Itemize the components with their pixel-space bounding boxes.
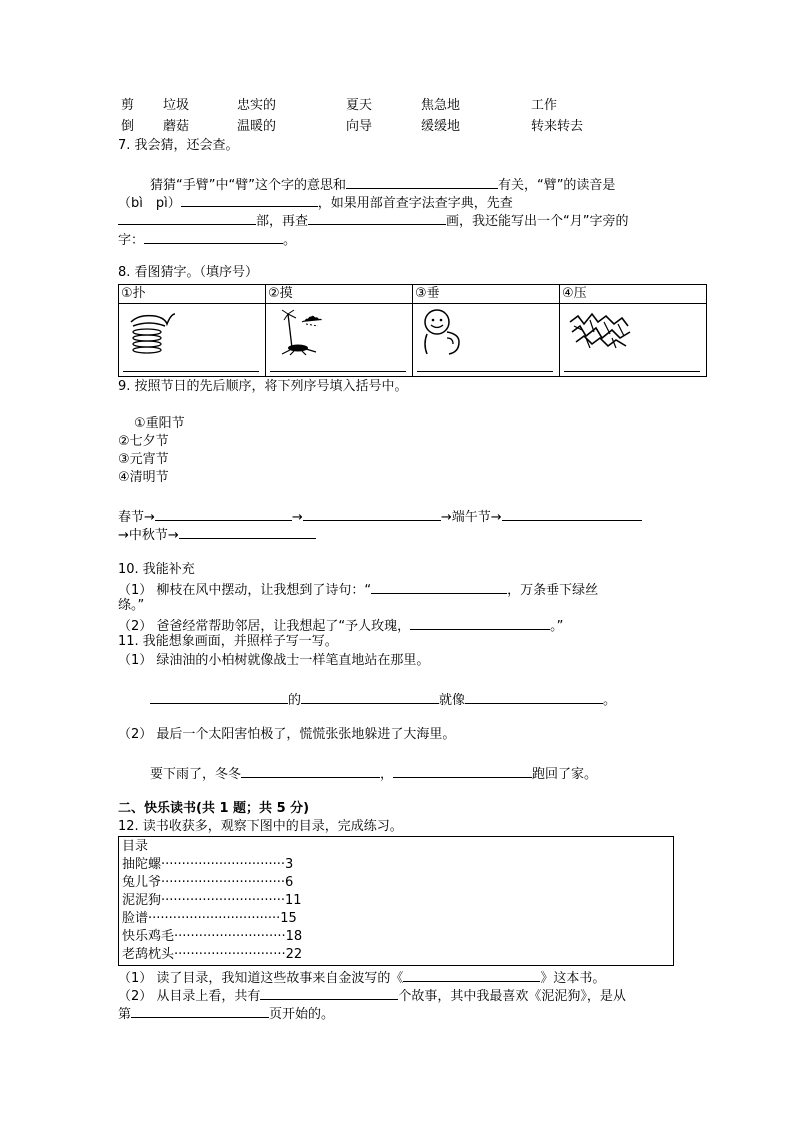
festival-sequence-line2 — [118, 525, 316, 544]
q11-text: 要下雨了，冬冬 — [150, 767, 242, 782]
answer-blank[interactable] — [371, 580, 507, 594]
seq-text: →端午节→ — [440, 510, 502, 525]
answer-blank[interactable] — [123, 371, 259, 372]
answer-blank[interactable] — [410, 616, 550, 630]
word: 忠实的 — [237, 98, 277, 113]
q10-part1-cont: 绦。” — [118, 598, 145, 613]
word: 垃圾 — [163, 98, 190, 113]
q7-text: 猜猜“手臂”中“臂”这个字的意思和 — [150, 178, 346, 193]
toc-page: 3 — [285, 857, 294, 872]
toc-entry-name: 快乐鸡毛 — [122, 929, 175, 944]
answer-blank[interactable] — [144, 230, 283, 244]
q7-text: ，如果用部首查字法查字典，先查 — [317, 196, 513, 211]
toc-leader: ······························ — [161, 875, 285, 890]
q11-fill2 — [150, 764, 597, 783]
q7-text: 字： — [118, 233, 145, 248]
answer-blank[interactable] — [241, 764, 380, 778]
q11-text: ， — [380, 767, 394, 782]
q11-text: 跑回了家。 — [532, 767, 598, 782]
word: 蘑菇 — [163, 119, 190, 134]
seq-text: → — [291, 510, 303, 525]
table-of-contents — [118, 836, 674, 966]
q7-line2 — [118, 193, 513, 212]
answer-blank[interactable] — [502, 507, 642, 521]
picture-cell — [266, 304, 413, 377]
toc-entry-name: 抽陀螺 — [122, 857, 162, 872]
toc-leader: ··························· — [174, 929, 286, 944]
toc-page: 15 — [280, 911, 297, 926]
picture-cell — [560, 304, 707, 377]
answer-blank[interactable] — [346, 175, 498, 189]
festival-option: ①重阳节 — [134, 416, 185, 431]
answer-blank[interactable] — [417, 371, 553, 372]
q10-text: （1） 柳枝在风中摆动，让我想到了诗句：“ — [118, 583, 372, 598]
toc-leader: ································ — [148, 911, 281, 926]
word: 倒 — [121, 119, 135, 134]
pinyin-options: （bì pì） — [118, 196, 181, 211]
toc-entry-name: 老鸹枕头 — [122, 947, 175, 962]
q12-text: 个故事，其中我最喜欢《泥泥狗》，是从 — [398, 989, 626, 1004]
option-label: ④压 — [560, 285, 707, 304]
toc-page: 11 — [285, 893, 302, 908]
smiling-person-icon — [419, 308, 479, 356]
q9-title: 9. 按照节日的先后顺序，将下列序号填入括号中。 — [118, 379, 408, 394]
seq-text: 春节→ — [118, 510, 155, 525]
answer-blank[interactable] — [393, 764, 532, 778]
word: 向导 — [346, 119, 373, 134]
toc-page: 22 — [285, 947, 303, 962]
answer-blank[interactable] — [308, 211, 446, 225]
word: 工作 — [531, 98, 558, 113]
festival-sequence-line1 — [118, 507, 642, 526]
q12-part2 — [118, 986, 626, 1005]
answer-blank[interactable] — [403, 968, 540, 982]
answer-blank[interactable] — [270, 371, 406, 372]
answer-blank[interactable] — [564, 371, 700, 372]
q12-text: 》这本书。 — [540, 971, 606, 986]
word: 夏天 — [346, 98, 373, 113]
toc-title: 目录 — [122, 839, 149, 854]
q12-text: 第 — [118, 1007, 132, 1022]
picture-table — [118, 284, 707, 377]
seq-text: →中秋节→ — [118, 528, 179, 543]
q10-part1 — [118, 580, 598, 599]
q12-text: （2） 从目录上看，共有 — [118, 989, 261, 1004]
q11-example2: （2） 最后一个太阳害怕极了，慌慌张张地躲进了大海里。 — [118, 727, 456, 742]
toc-entry — [122, 947, 302, 963]
q7-text: 部，再查 — [256, 214, 309, 229]
q7-text: 有关，“臂”的读音是 — [497, 178, 616, 193]
answer-blank[interactable] — [131, 1004, 269, 1018]
q10-text: 。” — [550, 619, 564, 634]
toc-entry — [122, 911, 297, 927]
word: 转来转去 — [531, 119, 584, 134]
option-label: ②摸 — [266, 285, 413, 304]
q11-text: 就像 — [439, 693, 466, 708]
picture-cell — [413, 304, 560, 377]
toc-page: 18 — [285, 929, 303, 944]
q7-line1 — [150, 175, 615, 194]
q11-fill1 — [150, 690, 616, 709]
q12-part3 — [118, 1004, 334, 1023]
q10-title: 10. 我能补充 — [118, 562, 195, 577]
festival-option: ③元宵节 — [118, 452, 169, 467]
toc-leader: ··························· — [174, 947, 286, 962]
festival-option: ④清明节 — [118, 470, 169, 485]
option-label: ③垂 — [413, 285, 560, 304]
answer-blank[interactable] — [118, 211, 256, 225]
q11-title: 11. 我能想象画面，并照样子写一写。 — [118, 634, 338, 649]
q7-text: 。 — [283, 233, 297, 248]
q12-title: 12. 读书收获多，观察下图中的目录，完成练习。 — [118, 819, 403, 834]
q10-text: （2） 爸爸经常帮助邻居，让我想起了“予人玫瑰， — [118, 619, 411, 634]
q12-text: （1） 读了目录，我知道这些故事来自金波写的《 — [118, 971, 404, 986]
q8-title: 8. 看图猜字。（填序号） — [118, 265, 259, 280]
answer-blank[interactable] — [179, 525, 316, 539]
word: 剪 — [121, 98, 135, 113]
answer-blank[interactable] — [150, 690, 288, 704]
insect-with-antennae-icon — [272, 308, 332, 356]
section-heading: 二、快乐读书(共 1 题；共 5 分) — [118, 801, 310, 816]
picture-cell — [119, 304, 266, 377]
toc-entry — [122, 929, 302, 945]
q12-text: 页开始的。 — [269, 1007, 335, 1022]
q11-example1: （1） 绿油油的小柏树就像战士一样笔直地站在那里。 — [118, 653, 430, 668]
toc-leader: ······························ — [161, 893, 285, 908]
toc-entry — [122, 875, 293, 891]
option-label: ①扑 — [119, 285, 266, 304]
answer-blank[interactable] — [260, 986, 398, 1000]
q7-line4 — [118, 230, 296, 249]
q12-part1 — [118, 968, 605, 987]
q10-part2 — [118, 616, 563, 635]
q10-text: ，万条垂下绿丝 — [507, 583, 599, 598]
toc-page: 6 — [285, 875, 294, 890]
q11-text: 的 — [288, 693, 302, 708]
toc-entry — [122, 857, 293, 873]
hand-pressing-spring-icon — [125, 308, 185, 356]
word: 缓缓地 — [421, 119, 461, 134]
word: 焦急地 — [421, 98, 461, 113]
answer-blank[interactable] — [465, 690, 603, 704]
answer-blank[interactable] — [301, 690, 439, 704]
festival-option: ②七夕节 — [118, 434, 169, 449]
toc-leader: ······························ — [161, 857, 285, 872]
toc-entry — [122, 893, 302, 909]
toc-entry-name: 脸谱 — [122, 911, 149, 926]
toc-entry-name: 兔儿爷 — [122, 875, 162, 890]
crushed-leaves-icon — [566, 308, 636, 352]
answer-blank[interactable] — [181, 193, 318, 207]
q11-text: 。 — [603, 693, 617, 708]
answer-blank[interactable] — [303, 507, 441, 521]
q7-title: 7. 我会猜，还会查。 — [118, 138, 239, 153]
q7-text: 画，我还能写出一个“月”字旁的 — [446, 214, 629, 229]
toc-entry-name: 泥泥狗 — [122, 893, 162, 908]
q7-line3 — [118, 211, 629, 230]
answer-blank[interactable] — [155, 507, 292, 521]
word: 温暖的 — [237, 119, 277, 134]
